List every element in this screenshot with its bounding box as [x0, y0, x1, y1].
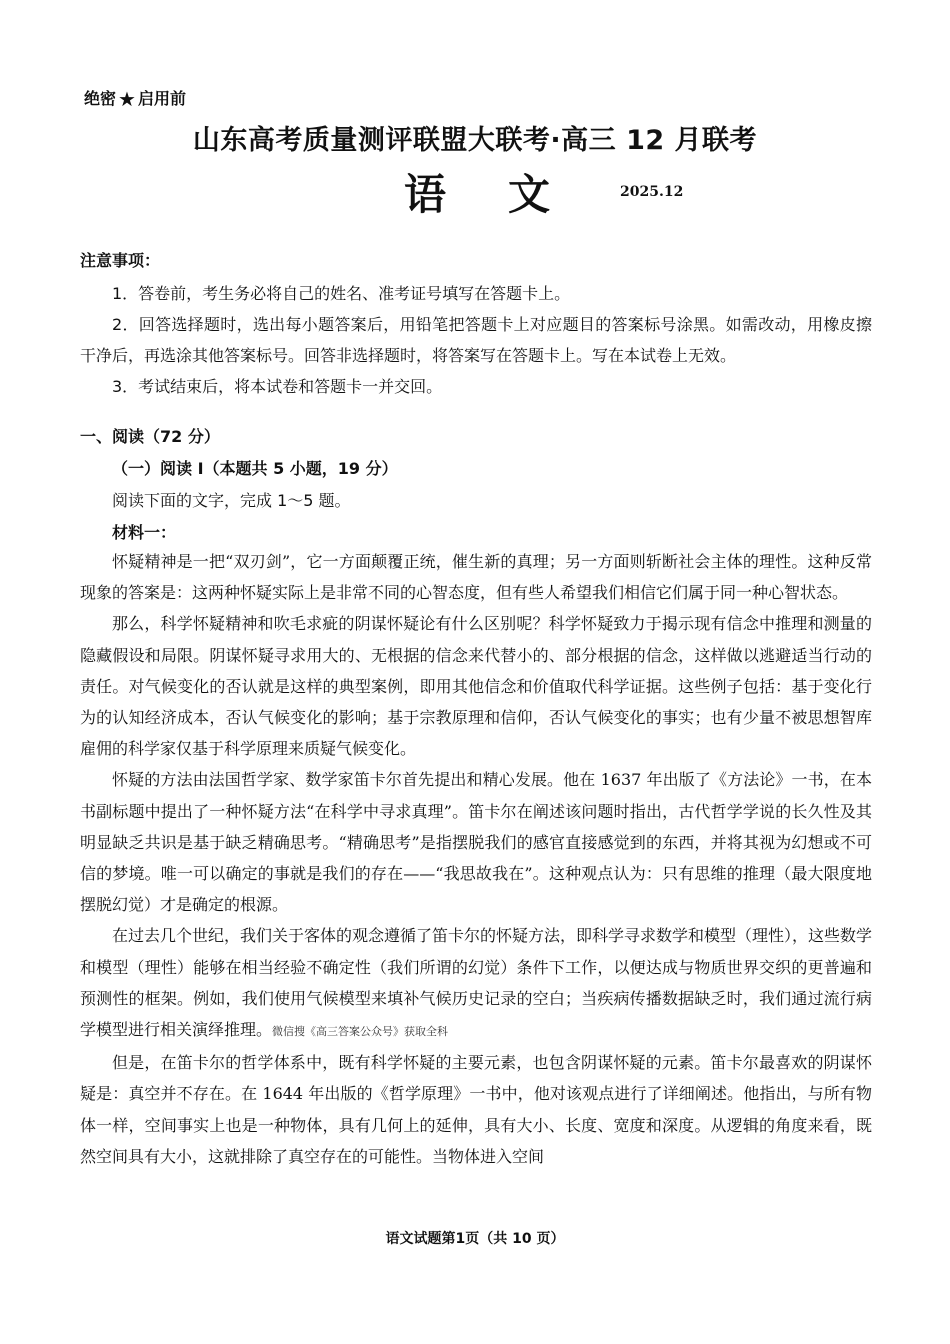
passage-paragraph: 怀疑的方法由法国哲学家、数学家笛卡尔首先提出和精心发展。他在 1637 年出版了《方法论》一书，在本书副标题中提出了一种怀疑方法“在科学中寻求真理”。笛卡尔在阐述该问题时指出，古代哲学学说的长久性及其明显缺乏共识是基于缺乏精确思考。“精确思考”是指摆脱我们的感官直接感觉到的东西，并将其视为幻想或不可信的梦境。唯一可以确定的事就是我们的存在——“我思故我在”。这种观点认为：只有思维的推理（最大限度地摆脱幻觉）才是确定的根源。	[80, 770, 872, 915]
reading-passage	[80, 546, 872, 1172]
notice-item: 1．答卷前，考生务必将自己的姓名、准考证号填写在答题卡上。	[112, 284, 571, 303]
passage-paragraph	[80, 920, 872, 1047]
subject-title: 语文	[404, 170, 613, 219]
secret-suffix: 启用前	[137, 89, 186, 108]
notice-heading: 注意事项：	[80, 251, 161, 270]
notice-item: 3．考试结束后，将本试卷和答题卡一并交回。	[112, 377, 443, 396]
passage-paragraph: 怀疑精神是一把“双刃剑”，它一方面颠覆正统，催生新的真理；另一方面则斩断社会主体的理性。这种反常现象的答案是：这两种怀疑实际上是非常不同的心智态度，但有些人希望我们相信它们属于同一种心智状态。	[80, 552, 872, 603]
passage-paragraph: 那么，科学怀疑精神和吹毛求疵的阴谋怀疑论有什么区别呢？科学怀疑致力于揭示现有信念中推理和测量的隐藏假设和局限。阴谋怀疑寻求用大的、无根据的信念来代替小的、部分根据的信念，这样做以逃避适当行动的责任。对气候变化的否认就是这样的典型案例，即用其他信念和价值取代科学证据。这些例子包括：基于变化行为的认知经济成本，否认气候变化的影响；基于宗教原理和信仰，否认气候变化的事实；也有少量不被思想智库雇佣的科学家仅基于科学原理来质疑气候变化。	[80, 614, 872, 759]
exam-title: 山东高考质量测评联盟大联考·高三 12 月联考	[192, 125, 758, 156]
passage-paragraph-text: 在过去几个世纪，我们关于客体的观念遵循了笛卡尔的怀疑方法，即科学寻求数学和模型（理性），这些数学和模型（理性）能够在相当经验不确定性（我们所谓的幻觉）条件下工作，以便达成与物质世界交织的更普遍和预测性的框架。例如，我们使用气候模型来填补气候历史记录的空白；当疾病传播数据缺乏时，我们通过流行病学模型进行相关演绎推理。	[80, 926, 873, 1040]
confidential-mark	[84, 86, 186, 111]
exam-date: 2025.12	[620, 184, 684, 200]
part-heading: （一）阅读 I（本题共 5 小题，19 分）	[112, 459, 398, 478]
watermark-text: 微信搜《高三答案公众号》获取全科	[272, 1025, 449, 1039]
section-heading: 一、阅读（72 分）	[80, 427, 220, 446]
page-footer: 语文试题第1页（共 10 页）	[385, 1231, 565, 1247]
notice-item: 2．回答选择题时，选出每小题答案后，用铅笔把答题卡上对应题目的答案标号涂黑。如需改动，用橡皮擦干净后，再选涂其他答案标号。回答非选择题时，将答案写在答题卡上。写在本试卷上无效。	[80, 315, 872, 365]
passage-paragraph: 但是，在笛卡尔的哲学体系中，既有科学怀疑的主要元素，也包含阴谋怀疑的元素。笛卡尔最喜欢的阴谋怀疑是：真空并不存在。在 1644 年出版的《哲学原理》一书中，他对该观点进行了详细阐述。他指出，与所有物体一样，空间事实上也是一种物体，具有几何上的延伸，具有大小、长度、宽度和深度。从逻辑的角度来看，既然空间具有大小，这就排除了真空存在的可能性。当物体进入空间	[80, 1053, 872, 1166]
instruction-text: 阅读下面的文字，完成 1～5 题。	[112, 491, 351, 510]
star-icon: ★	[118, 87, 136, 111]
notice-list	[80, 278, 872, 402]
secret-prefix: 绝密	[84, 89, 117, 108]
material-label: 材料一：	[112, 523, 177, 542]
